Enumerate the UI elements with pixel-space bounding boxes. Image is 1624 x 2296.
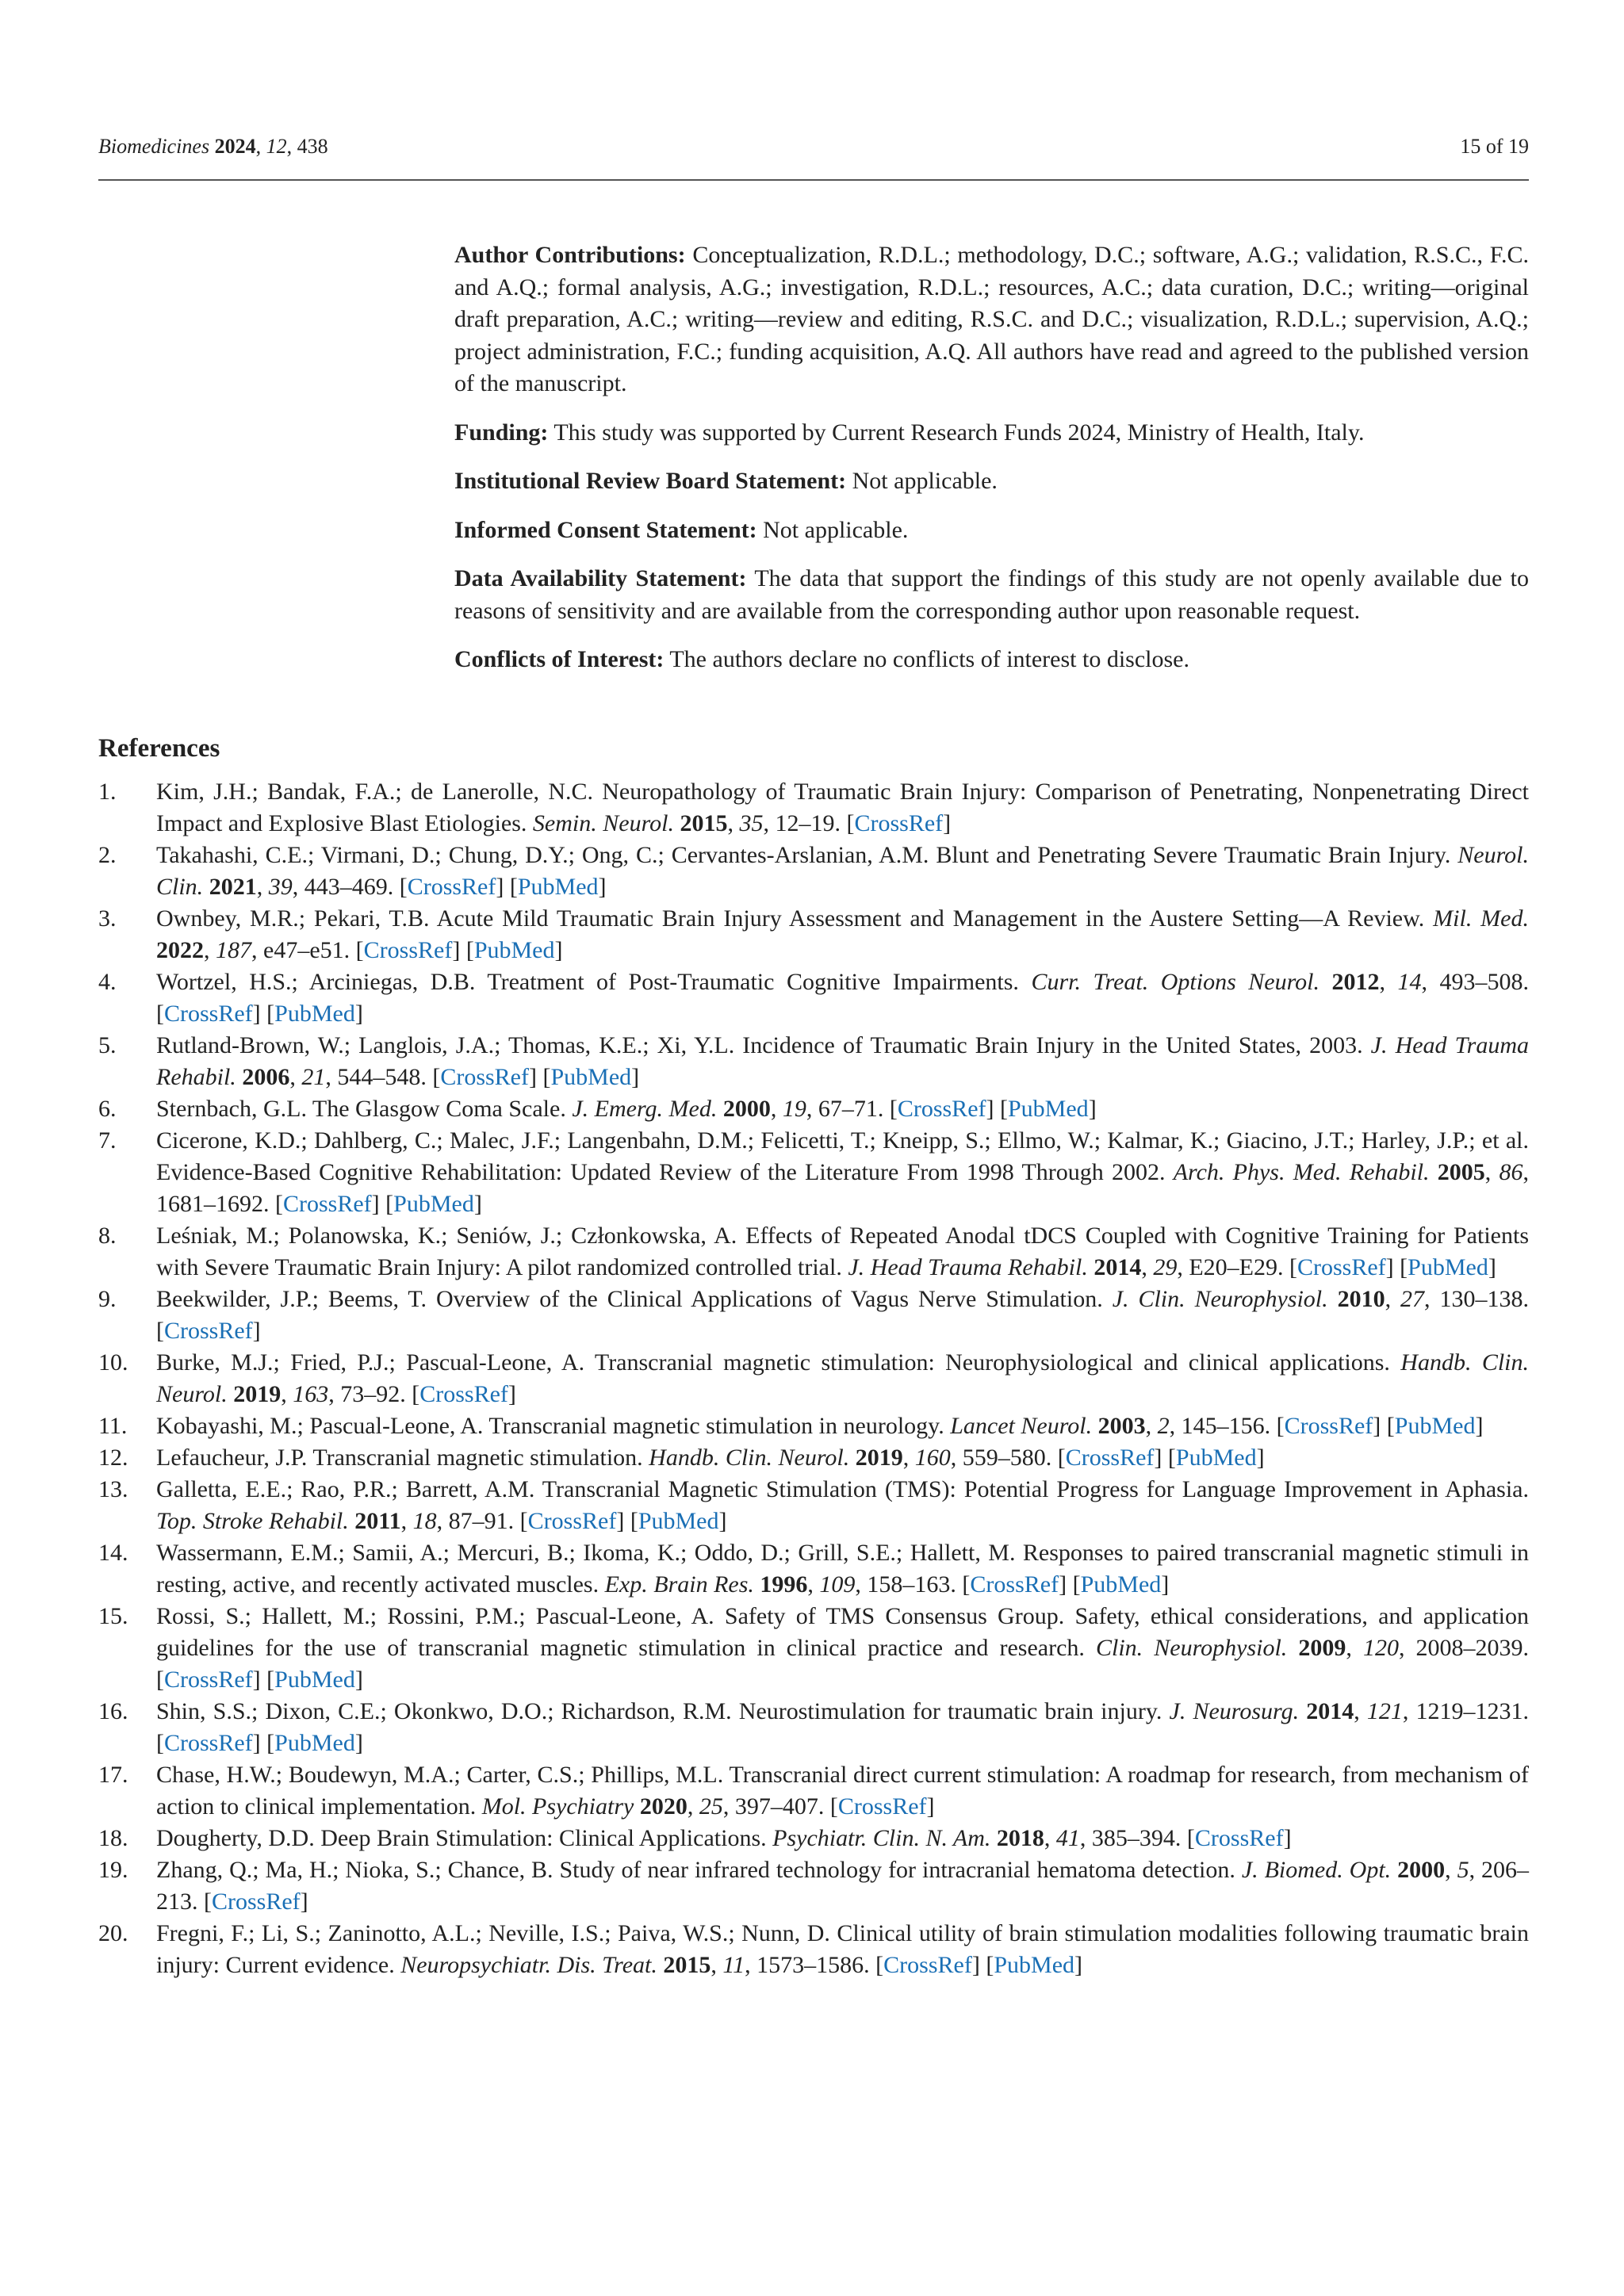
reference-volume: 121 bbox=[1366, 1698, 1403, 1724]
reference-year: 2019 bbox=[855, 1445, 903, 1471]
reference-volume: 14 bbox=[1397, 969, 1422, 995]
reference-pages: 87–91. bbox=[448, 1508, 515, 1534]
reference-text: Rossi, S.; Hallett, M.; Rossini, P.M.; Pascual-Leone, A. Safety of TMS Consensus Group. Safety, ethical considerations, and application guidelines for the use of transcranial magnetic stimulation in clinical practice and research. Clin. Neurophysiol. 2009, 120, 2008–2039. [CrossRef] [PubMed] bbox=[156, 1603, 1530, 1693]
reference-text: Wassermann, E.M.; Samii, A.; Mercuri, B.; Ikoma, K.; Oddo, D.; Grill, S.E.; Hallett, M. Responses to paired transcranial magnetic stimuli in resting, active, and recently activated muscles. Exp. Brain Res. 1996, 109, 158–163. [CrossRef] [PubMed] bbox=[156, 1540, 1529, 1598]
reference-year: 2006 bbox=[242, 1064, 290, 1090]
crossref-link[interactable]: [CrossRef] bbox=[1186, 1825, 1292, 1851]
crossref-link-label[interactable]: CrossRef bbox=[164, 1730, 253, 1756]
reference-journal: Lancet Neurol. bbox=[950, 1413, 1093, 1439]
reference-authors-title: Cicerone, K.D.; Dahlberg, C.; Malec, J.F.; Langenbahn, D.M.; Felicetti, T.; Kneipp, S.; Ellmo, W.; Kalmar, K.; Giacino, J.T.; Harley, J.P.; et al. Evidence-Based Cognitive Rehabilitation: Updated Review of the Literature From 1998 Through 2002. bbox=[156, 1127, 1529, 1185]
reference-number: 7. bbox=[98, 1127, 117, 1154]
pubmed-link-label[interactable]: PubMed bbox=[1080, 1571, 1162, 1598]
crossref-link[interactable]: [CrossRef] bbox=[275, 1191, 380, 1217]
section-label: Informed Consent Statement: bbox=[454, 516, 757, 543]
pubmed-link-label[interactable]: PubMed bbox=[473, 937, 555, 963]
reference-journal: J. Emerg. Med. bbox=[572, 1096, 718, 1122]
pubmed-link[interactable]: [PubMed] bbox=[542, 1064, 640, 1090]
reference-item bbox=[98, 1537, 1529, 1601]
crossref-link[interactable]: [CrossRef] bbox=[1276, 1413, 1381, 1439]
reference-item bbox=[98, 1442, 1529, 1474]
pubmed-link-label[interactable]: PubMed bbox=[274, 1667, 355, 1693]
reference-journal: Clin. Neurophysiol. bbox=[1096, 1635, 1288, 1661]
crossref-link[interactable]: [CrossRef] bbox=[1289, 1254, 1394, 1280]
reference-journal: Arch. Phys. Med. Rehabil. bbox=[1173, 1159, 1430, 1185]
pubmed-link[interactable]: [PubMed] bbox=[1000, 1096, 1097, 1122]
reference-journal: Top. Stroke Rehabil. bbox=[156, 1508, 349, 1534]
reference-journal: Handb. Clin. Neurol. bbox=[649, 1445, 850, 1471]
crossref-link-label[interactable]: CrossRef bbox=[837, 1793, 927, 1820]
reference-volume: 21 bbox=[301, 1064, 326, 1090]
reference-item bbox=[98, 1854, 1529, 1918]
reference-year: 2014 bbox=[1306, 1698, 1354, 1724]
reference-number: 14. bbox=[98, 1540, 128, 1566]
pubmed-link-label[interactable]: PubMed bbox=[550, 1064, 632, 1090]
reference-item bbox=[98, 1918, 1529, 1981]
pubmed-link-label[interactable]: PubMed bbox=[274, 1730, 355, 1756]
reference-journal: Mil. Med. bbox=[1433, 905, 1529, 932]
reference-pages: 1681–1692. bbox=[156, 1191, 270, 1217]
crossref-link-label[interactable]: CrossRef bbox=[164, 1667, 253, 1693]
reference-number: 12. bbox=[98, 1445, 128, 1471]
reference-year: 2019 bbox=[233, 1381, 282, 1407]
reference-item bbox=[98, 776, 1529, 840]
reference-item bbox=[98, 1410, 1529, 1442]
pubmed-link[interactable]: [PubMed] bbox=[986, 1952, 1083, 1978]
reference-text: Chase, H.W.; Boudewyn, M.A.; Carter, C.S.; Phillips, M.L. Transcranial direct current stimulation: A roadmap for research, from mechanism of action to clinical implementation. Mol. Psychiatry 2020, 25, 397–407. [CrossRef] bbox=[156, 1762, 1529, 1820]
reference-authors-title: Kim, J.H.; Bandak, F.A.; de Lanerolle, N.C. Neuropathology of Traumatic Brain Injury: Comparison of Penetrating, Nonpenetrating Direct Impact and Explosive Blast Etiologies. bbox=[156, 779, 1529, 836]
pubmed-link[interactable]: [PubMed] bbox=[266, 1730, 363, 1756]
pubmed-link-label[interactable]: PubMed bbox=[1408, 1254, 1488, 1280]
reference-journal: J. Head Trauma Rehabil. bbox=[156, 1032, 1530, 1090]
reference-text: Kobayashi, M.; Pascual-Leone, A. Transcranial magnetic stimulation in neurology. Lancet Neurol. 2003, 2, 145–156. [CrossRef] [PubMed] bbox=[156, 1413, 1484, 1439]
reference-text: Rutland-Brown, W.; Langlois, J.A.; Thomas, K.E.; Xi, Y.L. Incidence of Traumatic Brain Injury in the United States, 2003. J. Head Trauma Rehabil. 2006, 21, 544–548. [CrossRef] [PubMed] bbox=[156, 1032, 1530, 1090]
reference-number: 13. bbox=[98, 1476, 128, 1502]
crossref-link[interactable]: [CrossRef] bbox=[846, 810, 952, 836]
reference-journal: Semin. Neurol. bbox=[532, 810, 674, 836]
reference-year: 2011 bbox=[354, 1508, 401, 1534]
reference-item bbox=[98, 1601, 1529, 1696]
pubmed-link-label[interactable]: PubMed bbox=[638, 1508, 719, 1534]
reference-year: 2015 bbox=[663, 1952, 711, 1978]
crossref-link[interactable]: [CrossRef] bbox=[156, 1667, 261, 1693]
crossref-link-label[interactable]: CrossRef bbox=[527, 1508, 617, 1534]
reference-authors-title: Dougherty, D.D. Deep Brain Stimulation: Clinical Applications. bbox=[156, 1825, 767, 1851]
reference-pages: 206–213. bbox=[156, 1857, 1530, 1915]
reference-text: Cicerone, K.D.; Dahlberg, C.; Malec, J.F.; Langenbahn, D.M.; Felicetti, T.; Kneipp, S.; Ellmo, W.; Kalmar, K.; Giacino, J.T.; Harley, J.P.; et al. Evidence-Based Cognitive Rehabilitation: Updated Review of the Literature From 1998 Through 2002. Arch. Phys. Med. Rehabil. 2005, 86, 1681–1692. [CrossRef] [PubMed] bbox=[156, 1127, 1530, 1217]
header-rule bbox=[98, 179, 1529, 181]
pubmed-link[interactable]: [PubMed] bbox=[509, 874, 607, 900]
crossref-link-label[interactable]: CrossRef bbox=[897, 1096, 986, 1122]
reference-text: Shin, S.S.; Dixon, C.E.; Okonkwo, D.O.; Richardson, R.M. Neurostimulation for traumatic brain injury. J. Neurosurg. 2014, 121, 1219–1231. [CrossRef] [PubMed] bbox=[156, 1698, 1530, 1756]
reference-authors-title: Zhang, Q.; Ma, H.; Nioka, S.; Chance, B. Study of near infrared technology for intracranial hematoma detection. bbox=[156, 1857, 1235, 1883]
reference-number: 19. bbox=[98, 1857, 128, 1883]
reference-text: Dougherty, D.D. Deep Brain Stimulation: Clinical Applications. Psychiatr. Clin. N. Am. 2018, 41, 385–394. [CrossRef] bbox=[156, 1825, 1292, 1851]
reference-year: 2000 bbox=[722, 1096, 771, 1122]
reference-volume: 120 bbox=[1362, 1635, 1399, 1661]
reference-item bbox=[98, 1284, 1529, 1347]
reference-number: 4. bbox=[98, 969, 117, 995]
reference-number: 5. bbox=[98, 1032, 117, 1058]
reference-number: 16. bbox=[98, 1698, 128, 1724]
reference-pages: 1219–1231. bbox=[1415, 1698, 1530, 1724]
reference-text: Wortzel, H.S.; Arciniegas, D.B. Treatment of Post-Traumatic Cognitive Impairments. Curr. Treat. Options Neurol. 2012, 14, 493–508. [CrossRef] [PubMed] bbox=[156, 969, 1530, 1027]
crossref-link-label[interactable]: CrossRef bbox=[1297, 1254, 1386, 1280]
reference-item bbox=[98, 1823, 1529, 1854]
reference-year: 2021 bbox=[209, 874, 257, 900]
reference-year: 2005 bbox=[1437, 1159, 1485, 1185]
reference-list bbox=[98, 776, 1529, 1981]
pubmed-link-label[interactable]: PubMed bbox=[393, 1191, 474, 1217]
reference-authors-title: Fregni, F.; Li, S.; Zaninotto, A.L.; Neville, I.S.; Paiva, W.S.; Nunn, D. Clinical utility of brain stimulation modalities following traumatic brain injury: Current evidence. bbox=[156, 1920, 1529, 1978]
crossref-link[interactable]: [CrossRef] bbox=[355, 937, 461, 963]
section-label: Institutional Review Board Statement: bbox=[454, 468, 847, 494]
crossref-link-label[interactable]: CrossRef bbox=[854, 810, 944, 836]
reference-volume: 41 bbox=[1055, 1825, 1080, 1851]
crossref-link[interactable]: [CrossRef] bbox=[156, 1318, 261, 1344]
crossref-link-label[interactable]: CrossRef bbox=[970, 1571, 1059, 1598]
pubmed-link[interactable]: [PubMed] bbox=[630, 1508, 727, 1534]
crossref-link-label[interactable]: CrossRef bbox=[440, 1064, 529, 1090]
section-text: The authors declare no conflicts of interest to disclose. bbox=[669, 646, 1189, 672]
pubmed-link-label[interactable]: PubMed bbox=[1175, 1445, 1257, 1471]
reference-pages: 67–71. bbox=[818, 1096, 884, 1122]
pubmed-link[interactable]: [PubMed] bbox=[385, 1191, 482, 1217]
reference-text: Lefaucheur, J.P. Transcranial magnetic stimulation. Handb. Clin. Neurol. 2019, 160, 559–580. [CrossRef] [PubMed] bbox=[156, 1445, 1265, 1471]
backmatter-section bbox=[454, 563, 1529, 627]
journal-citation: Biomedicines 2024, 12, 438 bbox=[98, 135, 328, 158]
reference-volume: 160 bbox=[914, 1445, 951, 1471]
reference-authors-title: Burke, M.J.; Fried, P.J.; Pascual-Leone, A. Transcranial magnetic stimulation: Neurophysiological and clinical applications. bbox=[156, 1349, 1390, 1376]
reference-pages: 559–580. bbox=[962, 1445, 1052, 1471]
journal-year: 2024 bbox=[214, 135, 256, 158]
reference-year: 2015 bbox=[680, 810, 728, 836]
reference-journal: Psychiatr. Clin. N. Am. bbox=[772, 1825, 991, 1851]
section-label: Funding: bbox=[454, 419, 549, 446]
reference-pages: 443–469. bbox=[304, 874, 394, 900]
pubmed-link[interactable]: [PubMed] bbox=[1167, 1445, 1265, 1471]
reference-authors-title: Wortzel, H.S.; Arciniegas, D.B. Treatment of Post-Traumatic Cognitive Impairments. bbox=[156, 969, 1019, 995]
reference-number: 15. bbox=[98, 1603, 128, 1629]
crossref-link[interactable]: [CrossRef] bbox=[829, 1793, 935, 1820]
reference-number: 17. bbox=[98, 1762, 128, 1788]
section-text: Not applicable. bbox=[852, 468, 998, 494]
reference-year: 2009 bbox=[1298, 1635, 1346, 1661]
reference-year: 1996 bbox=[760, 1571, 808, 1598]
section-text: The data that support the findings of this study are not openly available due to reasons of sensitivity and are available from the corresponding author upon reasonable request. bbox=[454, 565, 1529, 624]
crossref-link[interactable]: [CrossRef] bbox=[889, 1096, 994, 1122]
reference-authors-title: Beekwilder, J.P.; Beems, T. Overview of the Clinical Applications of Vagus Nerve Stimulation. bbox=[156, 1286, 1103, 1312]
reference-text: Leśniak, M.; Polanowska, K.; Seniów, J.; Członkowska, A. Effects of Repeated Anodal tDCS Coupled with Cognitive Training for Patients with Severe Traumatic Brain Injury: A pilot randomized controlled trial. J. Head Trauma Rehabil. 2014, 29, E20–E29. [CrossRef] [PubMed] bbox=[156, 1223, 1529, 1280]
reference-pages: 158–163. bbox=[867, 1571, 956, 1598]
page-number: 15 of 19 bbox=[1460, 135, 1529, 158]
pubmed-link-label[interactable]: PubMed bbox=[994, 1952, 1075, 1978]
reference-item bbox=[98, 1030, 1529, 1093]
reference-item bbox=[98, 1347, 1529, 1410]
reference-item bbox=[98, 1759, 1529, 1823]
reference-authors-title: Leśniak, M.; Polanowska, K.; Seniów, J.; Członkowska, A. Effects of Repeated Anodal tDCS Coupled with Cognitive Training for Patients with Severe Traumatic Brain Injury: A pilot randomized controlled trial. bbox=[156, 1223, 1529, 1280]
running-header bbox=[98, 135, 1529, 159]
reference-number: 6. bbox=[98, 1096, 117, 1122]
pubmed-link[interactable]: [PubMed] bbox=[266, 1667, 363, 1693]
section-text: Not applicable. bbox=[763, 516, 909, 543]
crossref-link[interactable]: [CrossRef] bbox=[875, 1952, 980, 1978]
pubmed-link-label[interactable]: PubMed bbox=[274, 1001, 355, 1027]
reference-volume: 5 bbox=[1457, 1857, 1469, 1883]
reference-year: 2014 bbox=[1094, 1254, 1142, 1280]
reference-number: 8. bbox=[98, 1223, 117, 1249]
crossref-link-label[interactable]: CrossRef bbox=[407, 874, 496, 900]
reference-item bbox=[98, 1093, 1529, 1125]
reference-text: Sternbach, G.L. The Glasgow Coma Scale. J. Emerg. Med. 2000, 19, 67–71. [CrossRef] [PubMed] bbox=[156, 1096, 1097, 1122]
crossref-link[interactable]: [CrossRef] bbox=[432, 1064, 537, 1090]
reference-journal: J. Clin. Neurophysiol. bbox=[1112, 1286, 1328, 1312]
crossref-link[interactable]: [CrossRef] bbox=[156, 1730, 261, 1756]
reference-volume: 19 bbox=[782, 1096, 806, 1122]
reference-authors-title: Ownbey, M.R.; Pekari, T.B. Acute Mild Traumatic Brain Injury Assessment and Management in the Austere Setting—A Review. bbox=[156, 905, 1425, 932]
references-heading: References bbox=[98, 734, 220, 763]
crossref-link-label[interactable]: CrossRef bbox=[1065, 1445, 1155, 1471]
pubmed-link-label[interactable]: PubMed bbox=[517, 874, 599, 900]
reference-journal: J. Neurosurg. bbox=[1169, 1698, 1300, 1724]
crossref-link[interactable]: [CrossRef] bbox=[204, 1888, 308, 1915]
crossref-link[interactable]: [CrossRef] bbox=[156, 1001, 261, 1027]
reference-text: Galletta, E.E.; Rao, P.R.; Barrett, A.M. Transcranial Magnetic Stimulation (TMS): Potential Progress for Language Improvement in Aphasia. Top. Stroke Rehabil. 2011, 18, 87–91. [CrossRef] [PubMed] bbox=[156, 1476, 1529, 1534]
crossref-link[interactable]: [CrossRef] bbox=[962, 1571, 1067, 1598]
reference-item bbox=[98, 1696, 1529, 1759]
reference-pages: 145–156. bbox=[1181, 1413, 1271, 1439]
crossref-link-label[interactable]: CrossRef bbox=[283, 1191, 372, 1217]
crossref-link-label[interactable]: CrossRef bbox=[164, 1001, 253, 1027]
reference-text: Zhang, Q.; Ma, H.; Nioka, S.; Chance, B. Study of near infrared technology for intracranial hematoma detection. J. Biomed. Opt. 2000, 5, 206–213. [CrossRef] bbox=[156, 1857, 1530, 1915]
pubmed-link[interactable]: [PubMed] bbox=[1072, 1571, 1170, 1598]
reference-pages: 493–508. bbox=[1439, 969, 1530, 995]
reference-item bbox=[98, 966, 1529, 1030]
backmatter-section bbox=[454, 239, 1529, 400]
journal-name: Biomedicines bbox=[98, 135, 210, 158]
reference-item bbox=[98, 1474, 1529, 1537]
reference-volume: 86 bbox=[1499, 1159, 1523, 1185]
pubmed-link-label[interactable]: PubMed bbox=[1008, 1096, 1089, 1122]
reference-volume: 18 bbox=[412, 1508, 437, 1534]
reference-journal: Neuropsychiatr. Dis. Treat. bbox=[400, 1952, 657, 1978]
backmatter-section bbox=[454, 515, 1529, 547]
pubmed-link[interactable]: [PubMed] bbox=[465, 937, 563, 963]
reference-journal: Handb. Clin. Neurol. bbox=[156, 1349, 1530, 1407]
crossref-link-label[interactable]: CrossRef bbox=[1284, 1413, 1373, 1439]
reference-year: 2020 bbox=[639, 1793, 688, 1820]
reference-text: Kim, J.H.; Bandak, F.A.; de Lanerolle, N.C. Neuropathology of Traumatic Brain Injury: Comparison of Penetrating, Nonpenetrating Direct Impact and Explosive Blast Etiologies. Semin. Neurol. 2015, 35, 12–19. [CrossRef] bbox=[156, 779, 1529, 836]
pubmed-link[interactable]: [PubMed] bbox=[1400, 1254, 1496, 1280]
pubmed-link[interactable]: [PubMed] bbox=[1386, 1413, 1484, 1439]
reference-text: Fregni, F.; Li, S.; Zaninotto, A.L.; Neville, I.S.; Paiva, W.S.; Nunn, D. Clinical utility of brain stimulation modalities following traumatic brain injury: Current evidence. Neuropsychiatr. Dis. Treat. 2015, 11, 1573–1586. [CrossRef] [PubMed] bbox=[156, 1920, 1529, 1978]
reference-volume: 25 bbox=[699, 1793, 723, 1820]
pubmed-link[interactable]: [PubMed] bbox=[266, 1001, 363, 1027]
reference-text: Ownbey, M.R.; Pekari, T.B. Acute Mild Traumatic Brain Injury Assessment and Management in the Austere Setting—A Review. Mil. Med. 2022, 187, e47–e51. [CrossRef] [PubMed] bbox=[156, 905, 1529, 963]
reference-text: Takahashi, C.E.; Virmani, D.; Chung, D.Y.; Ong, C.; Cervantes-Arslanian, A.M. Blunt and Penetrating Severe Traumatic Brain Injury. Neurol. Clin. 2021, 39, 443–469. [CrossRef] [PubMed] bbox=[156, 842, 1530, 900]
reference-text: Burke, M.J.; Fried, P.J.; Pascual-Leone, A. Transcranial magnetic stimulation: Neurophysiological and clinical applications. Handb. Clin. Neurol. 2019, 163, 73–92. [CrossRef] bbox=[156, 1349, 1530, 1407]
reference-text: Beekwilder, J.P.; Beems, T. Overview of the Clinical Applications of Vagus Nerve Stimulation. J. Clin. Neurophysiol. 2010, 27, 130–138. [CrossRef] bbox=[156, 1286, 1529, 1344]
reference-number: 9. bbox=[98, 1286, 117, 1312]
reference-year: 2018 bbox=[996, 1825, 1044, 1851]
section-text: This study was supported by Current Research Funds 2024, Ministry of Health, Italy. bbox=[553, 419, 1365, 446]
reference-number: 11. bbox=[98, 1413, 128, 1439]
reference-volume: 39 bbox=[268, 874, 293, 900]
crossref-link-label[interactable]: CrossRef bbox=[419, 1381, 508, 1407]
reference-volume: 35 bbox=[739, 810, 764, 836]
reference-year: 2022 bbox=[156, 937, 204, 963]
reference-pages: 2008–2039. bbox=[1415, 1635, 1530, 1661]
back-matter bbox=[454, 239, 1529, 693]
reference-authors-title: Wassermann, E.M.; Samii, A.; Mercuri, B.; Ikoma, K.; Oddo, D.; Grill, S.E.; Hallett, M. Responses to paired transcranial magnetic stimuli in resting, active, and recently activated muscles. bbox=[156, 1540, 1529, 1598]
crossref-link-label[interactable]: CrossRef bbox=[363, 937, 453, 963]
crossref-link[interactable]: [CrossRef] bbox=[399, 874, 504, 900]
section-label: Author Contributions: bbox=[454, 242, 686, 268]
reference-pages: e47–e51. bbox=[263, 937, 350, 963]
crossref-link[interactable]: [CrossRef] bbox=[519, 1508, 625, 1534]
crossref-link[interactable]: [CrossRef] bbox=[1057, 1445, 1162, 1471]
reference-pages: E20–E29. bbox=[1189, 1254, 1284, 1280]
reference-authors-title: Lefaucheur, J.P. Transcranial magnetic stimulation. bbox=[156, 1445, 643, 1471]
backmatter-section bbox=[454, 465, 1529, 498]
reference-number: 20. bbox=[98, 1920, 128, 1946]
crossref-link-label[interactable]: CrossRef bbox=[883, 1952, 972, 1978]
crossref-link-label[interactable]: CrossRef bbox=[164, 1318, 253, 1344]
article-number: 438 bbox=[297, 135, 328, 158]
reference-number: 10. bbox=[98, 1349, 128, 1376]
reference-volume: 29 bbox=[1153, 1254, 1178, 1280]
reference-authors-title: Chase, H.W.; Boudewyn, M.A.; Carter, C.S.; Phillips, M.L. Transcranial direct current stimulation: A roadmap for research, from mechanism of action to clinical implementation. bbox=[156, 1762, 1529, 1820]
reference-authors-title: Shin, S.S.; Dixon, C.E.; Okonkwo, D.O.; Richardson, R.M. Neurostimulation for traumatic brain injury. bbox=[156, 1698, 1162, 1724]
reference-item bbox=[98, 1220, 1529, 1284]
journal-volume: 12 bbox=[266, 135, 287, 158]
reference-item bbox=[98, 1125, 1529, 1220]
reference-year: 2000 bbox=[1397, 1857, 1446, 1883]
reference-authors-title: Kobayashi, M.; Pascual-Leone, A. Transcranial magnetic stimulation in neurology. bbox=[156, 1413, 944, 1439]
reference-number: 3. bbox=[98, 905, 117, 932]
reference-volume: 109 bbox=[819, 1571, 856, 1598]
section-label: Data Availability Statement: bbox=[454, 565, 747, 591]
reference-item bbox=[98, 840, 1529, 903]
reference-year: 2003 bbox=[1097, 1413, 1146, 1439]
backmatter-section bbox=[454, 644, 1529, 676]
reference-year: 2010 bbox=[1337, 1286, 1385, 1312]
crossref-link[interactable]: [CrossRef] bbox=[412, 1381, 516, 1407]
reference-journal: J. Biomed. Opt. bbox=[1241, 1857, 1392, 1883]
reference-number: 18. bbox=[98, 1825, 128, 1851]
reference-journal: Mol. Psychiatry bbox=[481, 1793, 634, 1820]
reference-number: 1. bbox=[98, 779, 117, 805]
reference-item bbox=[98, 903, 1529, 966]
reference-journal: Curr. Treat. Options Neurol. bbox=[1031, 969, 1320, 995]
reference-pages: 12–19. bbox=[775, 810, 841, 836]
reference-volume: 163 bbox=[293, 1381, 329, 1407]
reference-authors-title: Galletta, E.E.; Rao, P.R.; Barrett, A.M. Transcranial Magnetic Stimulation (TMS): Potential Progress for Language Improvement in Aphasia. bbox=[156, 1476, 1529, 1502]
reference-number: 2. bbox=[98, 842, 117, 868]
reference-authors-title: Rossi, S.; Hallett, M.; Rossini, P.M.; Pascual-Leone, A. Safety of TMS Consensus Group. Safety, ethical considerations, and application guidelines for the use of transcranial magnetic stimulation in clinical practice and research. bbox=[156, 1603, 1529, 1661]
reference-pages: 130–138. bbox=[1439, 1286, 1529, 1312]
crossref-link-label[interactable]: CrossRef bbox=[212, 1888, 301, 1915]
reference-pages: 1573–1586. bbox=[756, 1952, 870, 1978]
reference-pages: 385–394. bbox=[1091, 1825, 1182, 1851]
section-text: Conceptualization, R.D.L.; methodology, D.C.; software, A.G.; validation, R.S.C., F.C. and A.Q.; formal analysis, A.G.; investigation, R.D.L.; resources, A.C.; data curation, D.C.; writing—original draft preparation, A.C.; writing—review and editing, R.S.C. and D.C.; visualization, R.D.L.; supervision, A.Q.; project administration, F.C.; funding acquisition, A.Q. All authors have read and agreed to the published version of the manuscript. bbox=[454, 242, 1529, 396]
reference-volume: 2 bbox=[1157, 1413, 1170, 1439]
reference-volume: 11 bbox=[722, 1952, 745, 1978]
reference-volume: 187 bbox=[216, 937, 251, 963]
section-label: Conflicts of Interest: bbox=[454, 646, 665, 672]
pubmed-link-label[interactable]: PubMed bbox=[1394, 1413, 1476, 1439]
reference-authors-title: Rutland-Brown, W.; Langlois, J.A.; Thomas, K.E.; Xi, Y.L. Incidence of Traumatic Brain Injury in the United States, 2003. bbox=[156, 1032, 1363, 1058]
reference-volume: 27 bbox=[1400, 1286, 1425, 1312]
reference-journal: J. Head Trauma Rehabil. bbox=[848, 1254, 1088, 1280]
backmatter-section bbox=[454, 417, 1529, 450]
reference-pages: 397–407. bbox=[734, 1793, 825, 1820]
reference-pages: 544–548. bbox=[337, 1064, 427, 1090]
reference-pages: 73–92. bbox=[340, 1381, 406, 1407]
reference-authors-title: Sternbach, G.L. The Glasgow Coma Scale. bbox=[156, 1096, 566, 1122]
reference-journal: Neurol. Clin. bbox=[156, 842, 1530, 900]
reference-journal: Exp. Brain Res. bbox=[604, 1571, 754, 1598]
reference-year: 2012 bbox=[1331, 969, 1380, 995]
reference-authors-title: Takahashi, C.E.; Virmani, D.; Chung, D.Y.; Ong, C.; Cervantes-Arslanian, A.M. Blunt and Penetrating Severe Traumatic Brain Injury. bbox=[156, 842, 1451, 868]
crossref-link-label[interactable]: CrossRef bbox=[1194, 1825, 1284, 1851]
